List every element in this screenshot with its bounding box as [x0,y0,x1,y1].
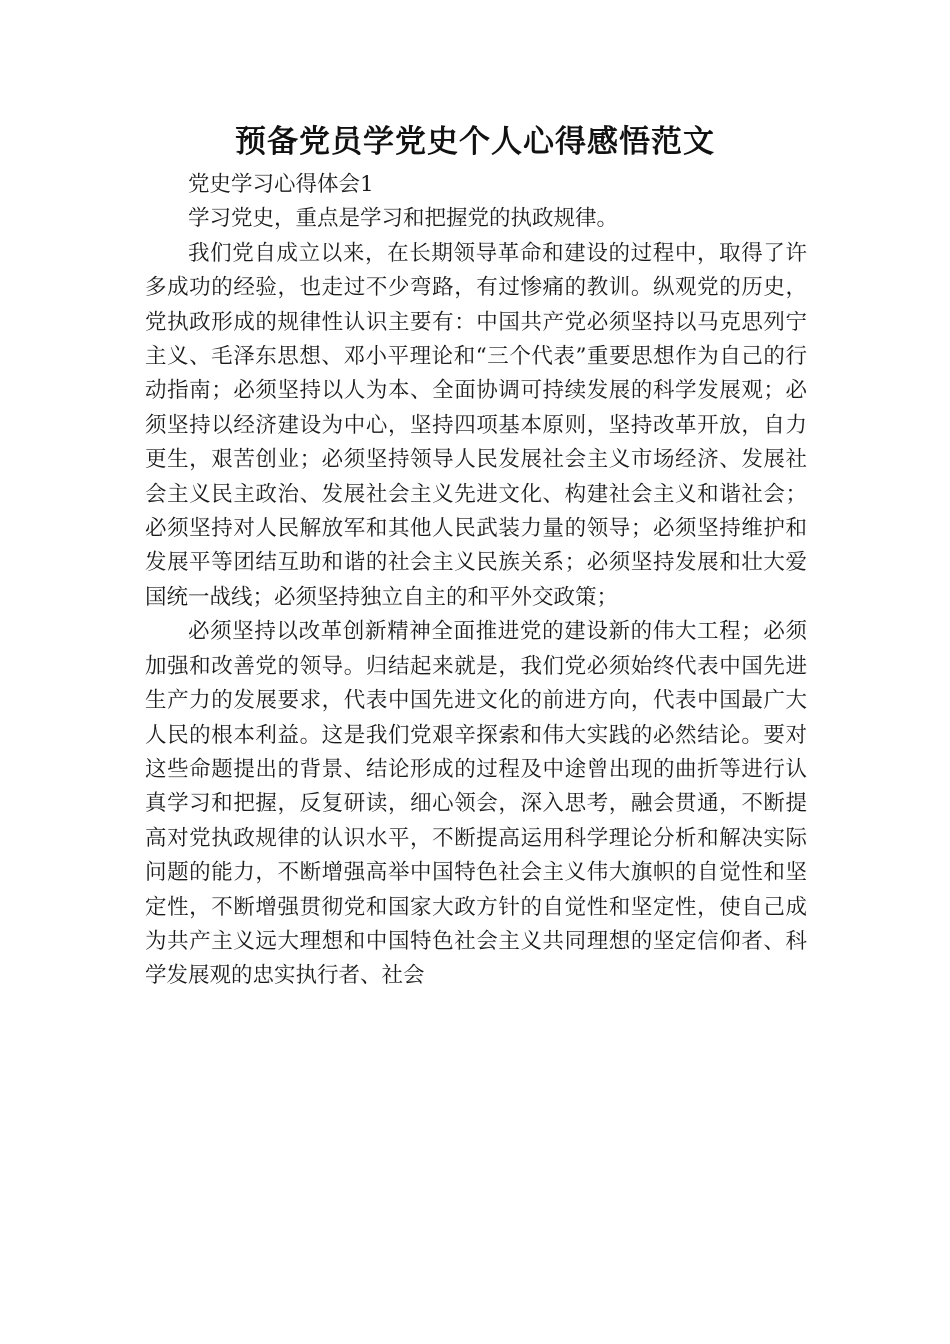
document-body [145,168,807,994]
body-paragraph: 我们党自成立以来，在长期领导革命和建设的过程中，取得了许多成功的经验，也走过不少弯路，有过惨痛的教训。纵观党的历史，党执政形成的规律性认识主要有：中国共产党必须坚持以马克思列宁主义、毛泽东思想、邓小平理论和“三个代表”重要思想作为自己的行动指南；必须坚持以人为本、全面协调可持续发展的科学发展观；必须坚持以经济建设为中心，坚持四项基本原则，坚持改革开放，自力更生，艰苦创业；必须坚持领导人民发展社会主义市场经济、发展社会主义民主政治、发展社会主义先进文化、构建社会主义和谐社会；必须坚持对人民解放军和其他人民武装力量的领导；必须坚持维护和发展平等团结互助和谐的社会主义民族关系；必须坚持发展和壮大爱国统一战线；必须坚持独立自主的和平外交政策； [145,240,807,610]
section-heading: 党史学习心得体会1 [188,172,374,197]
body-paragraph: 必须坚持以改革创新精神全面推进党的建设新的伟大工程；必须加强和改善党的领导。归结起来就是，我们党必须始终代表中国先进生产力的发展要求，代表中国先进文化的前进方向，代表中国最广大人民的根本利益。这是我们党艰辛探索和伟大实践的必然结论。要对这些命题提出的背景、结论形成的过程及中途曾出现的曲折等进行认真学习和把握，反复研读，细心领会，深入思考，融会贯通，不断提高对党执政规律的认识水平，不断提高运用科学理论分析和解决实际问题的能力，不断增强高举中国特色社会主义伟大旗帜的自觉性和坚定性，不断增强贯彻党和国家大政方针的自觉性和坚定性，使自己成为共产主义远大理想和中国特色社会主义共同理想的坚定信仰者、科学发展观的忠实执行者、社会 [145,619,807,989]
document-title: 预备党员学党史个人心得感悟范文 [235,124,715,160]
body-paragraph: 学习党史，重点是学习和把握党的执政规律。 [188,206,619,232]
